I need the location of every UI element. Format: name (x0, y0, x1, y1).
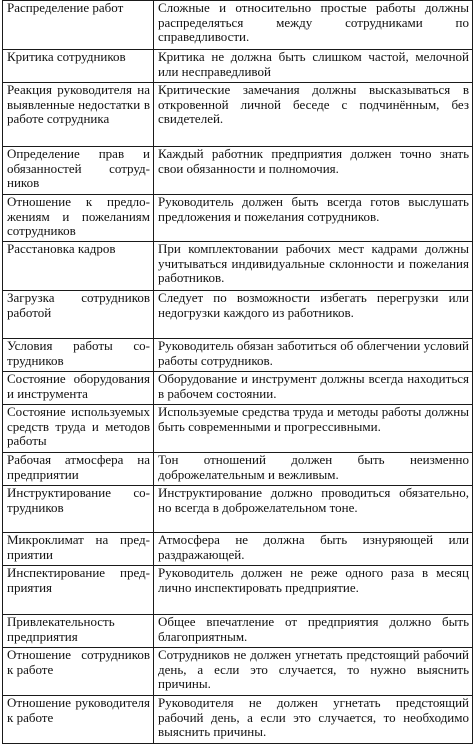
topic-cell: Инструктирование сотрудников (3, 486, 154, 533)
topic-cell: Отношение руководителя к работе (3, 696, 154, 744)
topic-cell: Отношение сотрудников к работе (3, 648, 154, 696)
rule-cell: Руководителя не должен угнетать предстоящий рабочий день, а если это случается, то необходимо выяснить причины. (154, 696, 473, 744)
rule-cell: Руководитель должен быть всегда готов выслушать предложения и пожелания сотрудников. (154, 195, 473, 242)
rule-cell: Сложные и относительно простые работы должны распределяться между сотрудниками по справедливости. (154, 1, 473, 50)
rule-cell: Общее впечатление от предприятия должно быть благоприятным. (154, 615, 473, 648)
table-row (3, 696, 473, 744)
topic-cell: Состояние оборудования и инструмента (3, 372, 154, 405)
table-row (3, 1, 473, 50)
topic-cell: Загрузка сотрудников работой (3, 291, 154, 339)
table-row (3, 453, 473, 486)
topic-cell: Рабочая атмосфера на предприятии (3, 453, 154, 486)
rule-cell: При комплектовании рабочих мест кадрами должны учитываться индивидуальные склонности и пожелания работников. (154, 242, 473, 291)
topic-cell: Расстановка кадров (3, 242, 154, 291)
topic-cell: Инспектирование предприятия (3, 566, 154, 615)
rule-cell: Руководитель должен не реже одного раза в месяц лично инспектировать предприятие. (154, 566, 473, 615)
table-row (3, 195, 473, 242)
topic-cell: Распределение работ (3, 1, 154, 50)
rule-cell: Критика не должна быть слишком частой, мелочной или несправедливой (154, 50, 473, 83)
table-row (3, 648, 473, 696)
table-row (3, 83, 473, 147)
table-row (3, 147, 473, 195)
rule-cell: Используемые средства труда и методы работы должны быть современными и прогрессивными. (154, 405, 473, 453)
table-row (3, 486, 473, 533)
rule-cell: Следует по возможности избегать перегрузки или недогрузки каждого из работников. (154, 291, 473, 339)
table-row (3, 291, 473, 339)
management-rules-table (2, 0, 473, 744)
table-row (3, 339, 473, 372)
table-row (3, 533, 473, 566)
rule-cell: Инструктирование должно проводиться обязательно, но всегда в доброжелательном тоне. (154, 486, 473, 533)
topic-cell: Критика сотрудников (3, 50, 154, 83)
topic-cell: Условия работы сотрудников (3, 339, 154, 372)
table-row (3, 242, 473, 291)
topic-cell: Реакция руководителя на выявленные недостатки в работе сотрудника (3, 83, 154, 147)
rule-cell: Критические замечания должны высказываться в откровенной личной беседе с подчинённым, без свидетелей. (154, 83, 473, 147)
table-row (3, 615, 473, 648)
rule-cell: Руководитель обязан заботиться об облегчении условий работы сотрудников. (154, 339, 473, 372)
table-row (3, 405, 473, 453)
topic-cell: Привлекательность предприятия (3, 615, 154, 648)
table-row (3, 372, 473, 405)
topic-cell: Микроклимат на предприятии (3, 533, 154, 566)
rule-cell: Тон отношений должен быть неизменно доброжелательным и вежливым. (154, 453, 473, 486)
table-row (3, 50, 473, 83)
rule-cell: Сотрудников не должен угнетать предстоящий рабочий день, а если это случается, то нужно выяснить причины. (154, 648, 473, 696)
topic-cell: Отношение к предложениям и пожеланиям сотрудников (3, 195, 154, 242)
rule-cell: Оборудование и инструмент должны всегда находиться в рабочем состоянии. (154, 372, 473, 405)
topic-cell: Определение прав и обязанностей сотрудников (3, 147, 154, 195)
rule-cell: Атмосфера не должна быть изнуряющей или раздражающей. (154, 533, 473, 566)
rule-cell: Каждый работник предприятия должен точно знать свои обязанности и полномочия. (154, 147, 473, 195)
topic-cell: Состояние используемых средств труда и методов работы (3, 405, 154, 453)
table-row (3, 566, 473, 615)
table-body (3, 1, 473, 744)
